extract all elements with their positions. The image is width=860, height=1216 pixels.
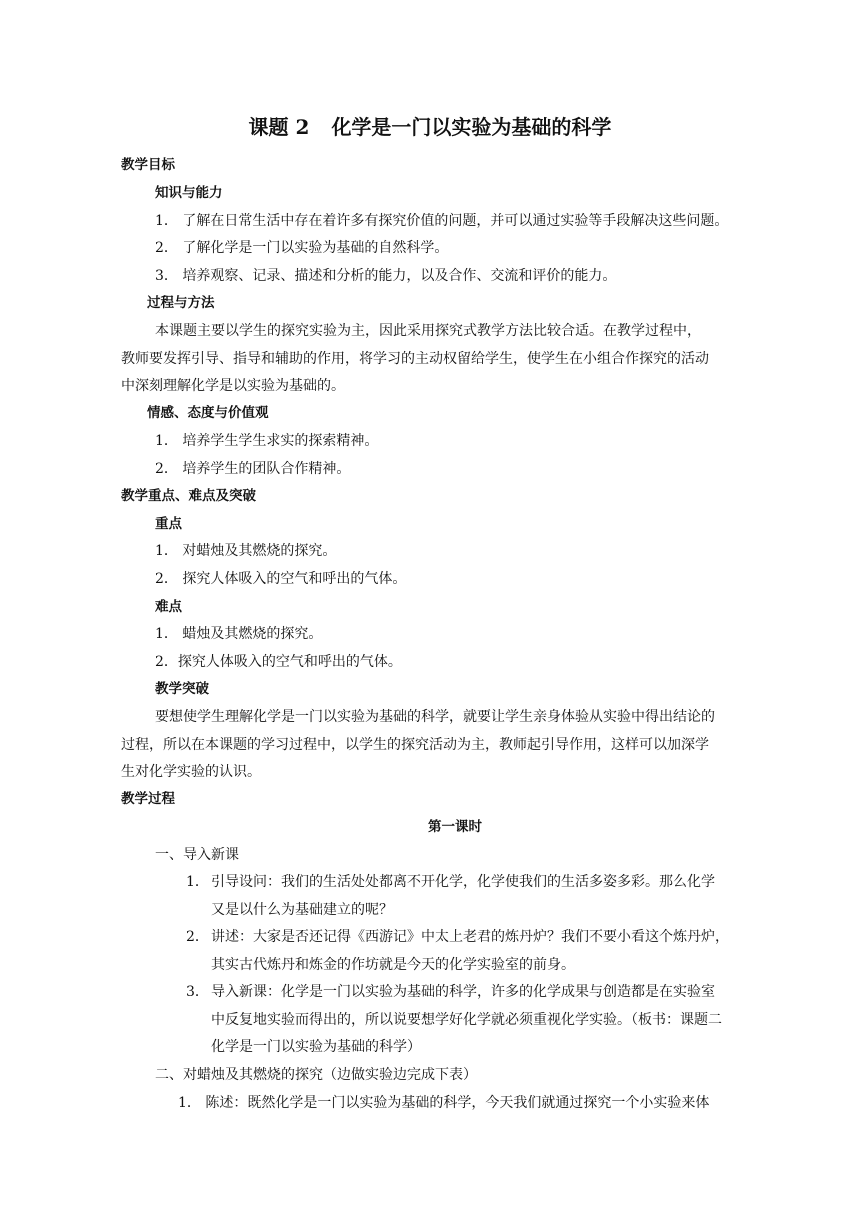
part1-item-3-line-2: 中反复地实验而得出的，所以说要想学好化学就必须重视化学实验。（板书：课题二	[211, 1012, 722, 1028]
breakthrough-line-2: 过程，所以在本课题的学习过程中，以学生的探究活动为主，教师起引导作用，这样可以加深学	[121, 737, 709, 753]
key-item-1: 1． 对蜡烛及其燃烧的探究。	[155, 543, 337, 559]
heading-first-lesson: 第一课时	[428, 819, 482, 835]
emotion-item-2: 2． 培养学生的团队合作精神。	[155, 461, 351, 477]
heading-teaching-goals: 教学目标	[121, 157, 175, 173]
knowledge-item-2: 2． 了解化学是一门以实验为基础的自然科学。	[155, 240, 449, 256]
part1-item-3-line-1: 导入新课：化学是一门以实验为基础的科学，许多的化学成果与创造都是在实验室	[211, 984, 715, 1000]
title-text: 化学是一门以实验为基础的科学	[331, 115, 612, 139]
part1-item-1-line-1: 引导设问：我们的生活处处都离不开化学，化学使我们的生活多姿多彩。那么化学	[211, 874, 715, 890]
process-line-3: 中深刻理解化学是以实验为基础的。	[121, 378, 345, 394]
heading-key-points: 重点	[155, 516, 182, 532]
part2-item-1: 1． 陈述：既然化学是一门以实验为基础的科学，今天我们就通过探究一个小实验来体	[178, 1095, 710, 1111]
part1-item-3-line-3: 化学是一门以实验为基础的科学）	[211, 1039, 421, 1055]
breakthrough-line-1: 要想使学生理解化学是一门以实验为基础的科学，就要让学生亲身体验从实验中得出结论的	[155, 709, 715, 725]
title-number: 课题 2	[248, 115, 310, 139]
part2-heading: 二、对蜡烛及其燃烧的探究（边做实验边完成下表）	[155, 1067, 477, 1083]
process-line-2: 教师要发挥引导、指导和辅助的作用，将学习的主动权留给学生，使学生在小组合作探究的活动	[121, 351, 709, 367]
part1-item-3-number: 3．	[186, 984, 209, 1000]
part1-heading: 一、导入新课	[155, 847, 239, 863]
emotion-item-1: 1． 培养学生学生求实的探索精神。	[155, 433, 379, 449]
heading-difficulties: 难点	[155, 599, 182, 615]
part1-item-1-number: 1．	[186, 874, 209, 890]
difficulty-item-1: 1． 蜡烛及其燃烧的探究。	[155, 626, 323, 642]
heading-breakthrough: 教学突破	[155, 681, 209, 697]
process-line-1: 本课题主要以学生的探究实验为主，因此采用探究式教学方法比较合适。在教学过程中，	[155, 323, 701, 339]
part1-item-1-line-2: 又是以什么为基础建立的呢？	[211, 902, 393, 918]
heading-teaching-process: 教学过程	[121, 791, 175, 807]
breakthrough-line-3: 生对化学实验的认识。	[121, 764, 261, 780]
document-title	[0, 113, 860, 141]
heading-key-difficulty: 教学重点、难点及突破	[121, 488, 256, 504]
key-item-2: 2． 探究人体吸入的空气和呼出的气体。	[155, 571, 407, 587]
part1-item-2-line-2: 其实古代炼丹和炼金的作坊就是今天的化学实验室的前身。	[211, 957, 575, 973]
difficulty-item-2: 2．探究人体吸入的空气和呼出的气体。	[155, 654, 402, 670]
heading-process-method: 过程与方法	[147, 295, 215, 311]
part1-item-2-line-1: 讲述：大家是否还记得《西游记》中太上老君的炼丹炉？我们不要小看这个炼丹炉，	[211, 929, 729, 945]
knowledge-item-1: 1． 了解在日常生活中存在着许多有探究价值的问题，并可以通过实验等手段解决这些问题。	[155, 213, 729, 229]
part1-item-2-number: 2．	[186, 929, 209, 945]
heading-knowledge-ability: 知识与能力	[155, 185, 223, 201]
heading-emotion-values: 情感、态度与价值观	[147, 405, 269, 421]
knowledge-item-3: 3． 培养观察、记录、描述和分析的能力，以及合作、交流和评价的能力。	[155, 268, 617, 284]
